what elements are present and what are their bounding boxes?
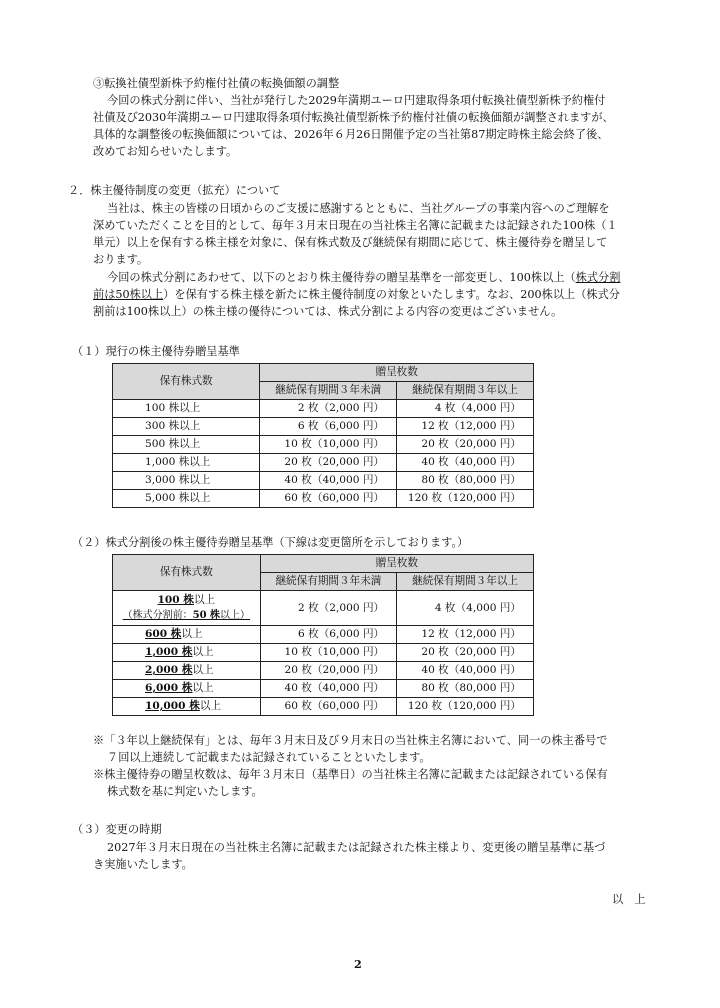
shares-cell: 100 株以上 bbox=[113, 400, 260, 418]
header-shares: 保有株式数 bbox=[113, 364, 260, 400]
under-cell: 20 枚（20,000 円） bbox=[260, 662, 396, 680]
under-cell: 10 枚（10,000 円） bbox=[260, 436, 397, 454]
header-over-3y: 継続保有期間３年以上 bbox=[397, 382, 534, 400]
current-benefit-table bbox=[112, 363, 534, 508]
timing-line: 2027年３月末日現在の当社株主名簿に記載または記録された株主様より、変更後の贈呈基準に基づ bbox=[107, 841, 606, 854]
conversion-line: 今回の株式分割に伴い、当社が発行した2029年満期ユーロ円建取得条項付転換社債型新株予約権付 bbox=[107, 94, 606, 107]
body-line: 単元）以上を保有する株主様を対象に、保有株式数及び継続保有期間に応じて、株主優待券を贈呈して bbox=[93, 236, 608, 249]
under-cell: 6 枚（6,000 円） bbox=[260, 626, 396, 644]
table-row bbox=[113, 644, 534, 662]
shares-cell bbox=[113, 662, 261, 680]
changed-shares: 6,000 株 bbox=[145, 682, 193, 694]
over-cell: 12 枚（12,000 円） bbox=[397, 418, 534, 436]
body-line: 割前は100株以上）の株主様の優待については、株式分割による内容の変更はございません。 bbox=[93, 305, 563, 318]
timing-line: き実施いたします。 bbox=[93, 858, 193, 871]
changed-shares: 1,000 株 bbox=[145, 646, 193, 658]
over-cell: 120 枚（120,000 円） bbox=[397, 698, 534, 716]
table-row bbox=[113, 454, 534, 472]
over-cell: 20 枚（20,000 円） bbox=[397, 644, 534, 662]
shares-cell bbox=[113, 698, 261, 716]
post-split-benefit-table bbox=[112, 554, 534, 716]
shares-cell bbox=[113, 680, 261, 698]
under-cell: 20 枚（20,000 円） bbox=[260, 454, 397, 472]
conversion-line: 社債及び2030年満期ユーロ円建取得条項付転換社債型新株予約権付社債の転換価額が調整されますが、 bbox=[93, 111, 614, 124]
changed-shares: 10,000 株 bbox=[145, 700, 200, 712]
table-row bbox=[113, 472, 534, 490]
shares-suffix: 以上 bbox=[192, 682, 214, 694]
header-count: 贈呈枚数 bbox=[260, 555, 533, 573]
table-row bbox=[113, 490, 534, 508]
table-row bbox=[113, 436, 534, 454]
conversion-heading: ③転換社債型新株予約権付社債の転換価額の調整 bbox=[93, 77, 340, 90]
shares-suffix: 以上 bbox=[193, 594, 216, 606]
over-cell: 40 枚（40,000 円） bbox=[397, 454, 534, 472]
note-line: ７回以上連続して記載または記録されていることといたします。 bbox=[107, 751, 431, 764]
table-row bbox=[113, 626, 534, 644]
shares-suffix: 以上 bbox=[192, 664, 214, 676]
over-cell: 120 枚（120,000 円） bbox=[397, 490, 534, 508]
page-number: 2 bbox=[354, 957, 362, 971]
shares-suffix: 以上 bbox=[199, 700, 222, 712]
shares-cell bbox=[113, 591, 261, 626]
under-cell: 2 枚（2,000 円） bbox=[260, 591, 396, 626]
over-cell: 40 枚（40,000 円） bbox=[397, 662, 534, 680]
shares-cell: 500 株以上 bbox=[113, 436, 260, 454]
shares-cell: 1,000 株以上 bbox=[113, 454, 260, 472]
table-row bbox=[113, 400, 534, 418]
conversion-line: 具体的な調整後の転換価額については、2026年６月26日開催予定の当社第87期定時株主総会終了後、 bbox=[93, 128, 609, 141]
shares-suffix: 以上 bbox=[181, 628, 203, 640]
changed-shares: 100 株 bbox=[157, 594, 194, 606]
header-under-3y: 継続保有期間３年未満 bbox=[260, 382, 397, 400]
under-cell: 2 枚（2,000 円） bbox=[260, 400, 397, 418]
split-note: 以上） bbox=[220, 610, 251, 621]
under-cell: 40 枚（40,000 円） bbox=[260, 680, 396, 698]
body-line: おります。 bbox=[93, 253, 149, 266]
note-line: ※「３年以上継続保有」とは、毎年３月末日及び９月末日の当社株主名簿において、同一の株主番号で bbox=[93, 734, 608, 747]
conversion-line: 改めてお知らせいたします。 bbox=[93, 145, 238, 158]
body-line: 当社は、株主の皆様の日頃からのご支援に感謝するとともに、当社グループの事業内容へのご理解を bbox=[107, 202, 610, 215]
under-cell: 40 枚（40,000 円） bbox=[260, 472, 397, 490]
note-line: ※株主優待券の贈呈枚数は、毎年３月末日（基準日）の当社株主名簿に記載または記録されている保有 bbox=[93, 768, 608, 781]
section-heading: ２．株主優待制度の変更（拡充）について bbox=[68, 184, 281, 197]
header-count: 贈呈枚数 bbox=[260, 364, 534, 382]
underlined-text: 前は50株以上 bbox=[93, 288, 164, 301]
under-cell: 10 枚（10,000 円） bbox=[260, 644, 396, 662]
table-row bbox=[113, 680, 534, 698]
table-row bbox=[113, 698, 534, 716]
underlined-text: 株式分割 bbox=[575, 271, 621, 284]
over-cell: 12 枚（12,000 円） bbox=[397, 626, 534, 644]
shares-cell bbox=[113, 644, 261, 662]
shares-cell: 3,000 株以上 bbox=[113, 472, 260, 490]
over-cell: 80 枚（80,000 円） bbox=[397, 472, 534, 490]
body-line bbox=[107, 270, 620, 286]
under-cell: 60 枚（60,000 円） bbox=[260, 698, 396, 716]
over-cell: 80 枚（80,000 円） bbox=[397, 680, 534, 698]
body-text: ）を保有する株主様を新たに株主優待制度の対象といたします。なお、200株以上（株式分 bbox=[163, 288, 620, 301]
shares-cell bbox=[113, 626, 261, 644]
body-text: 今回の株式分割にあわせて、以下のとおり株主優待券の贈呈基準を一部変更し、100株以上（ bbox=[107, 271, 576, 284]
changed-shares: 50 株 bbox=[192, 610, 221, 621]
note-line: 株式数を基に判定いたします。 bbox=[107, 785, 263, 798]
shares-suffix: 以上 bbox=[192, 646, 214, 658]
shares-cell: 5,000 株以上 bbox=[113, 490, 260, 508]
under-cell: 60 枚（60,000 円） bbox=[260, 490, 397, 508]
over-cell: 20 枚（20,000 円） bbox=[397, 436, 534, 454]
header-under-3y: 継続保有期間３年未満 bbox=[260, 573, 396, 591]
table-row bbox=[113, 662, 534, 680]
table-row bbox=[113, 591, 534, 626]
split-note: （株式分割前： bbox=[122, 610, 193, 621]
body-line bbox=[93, 287, 620, 303]
under-cell: 6 枚（6,000 円） bbox=[260, 418, 397, 436]
changed-shares: 2,000 株 bbox=[145, 664, 193, 676]
closing-mark: 以 上 bbox=[612, 893, 646, 906]
body-line: 深めていただくことを目的として、毎年３月末日現在の当社株主名簿に記載または記録された100株（１ bbox=[93, 219, 618, 232]
over-cell: 4 枚（4,000 円） bbox=[397, 591, 534, 626]
changed-shares: 600 株 bbox=[145, 628, 182, 640]
header-shares: 保有株式数 bbox=[113, 555, 261, 591]
header-over-3y: 継続保有期間３年以上 bbox=[397, 573, 534, 591]
shares-cell: 300 株以上 bbox=[113, 418, 260, 436]
timing-heading: （３）変更の時期 bbox=[72, 823, 162, 836]
over-cell: 4 枚（4,000 円） bbox=[397, 400, 534, 418]
table2-caption: （２）株式分割後の株主優待券贈呈基準（下線は変更箇所を示しております。） bbox=[72, 536, 469, 549]
table-row bbox=[113, 418, 534, 436]
table1-caption: （１）現行の株主優待券贈呈基準 bbox=[72, 345, 240, 358]
